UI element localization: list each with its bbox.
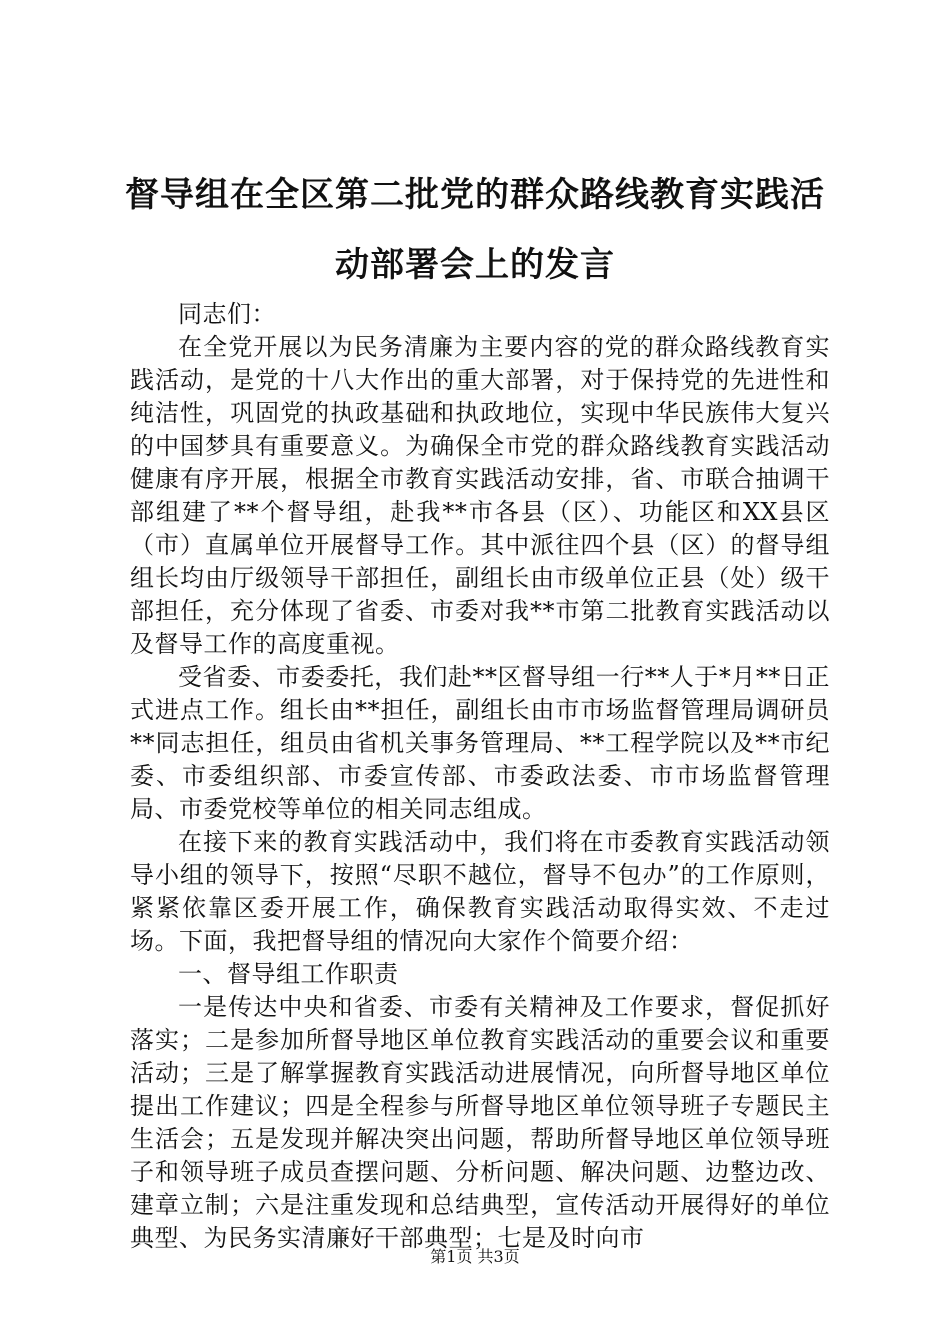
paragraph: 在全党开展以为民务清廉为主要内容的党的群众路线教育实践活动，是党的十八大作出的重大部署，对于保持党的先进性和纯洁性，巩固党的执政基础和执政地位，实现中华民族伟大复兴的中国梦具有重要意义。为确保全市党的群众路线教育实践活动健康有序开展，根据全市教育实践活动安排，省、市联合抽调干部组建了**个督导组，赴我**市各县（区）、功能区和XX县区（市）直属单位开展督导工作。其中派往四个县（区）的督导组组长均由厅级领导干部担任，副组长由市级单位正县（处）级干部担任，充分体现了省委、市委对我**市第二批教育实践活动以及督导工作的高度重视。 [130, 333, 830, 658]
paragraph: 在接下来的教育实践活动中，我们将在市委教育实践活动领导小组的领导下，按照“尽职不越位，督导不包办”的工作原则，紧紧依靠区委开展工作，确保教育实践活动取得实效、不走过场。下面，我把督导组的情况向大家作个简要介绍： [130, 828, 830, 955]
salutation: 同志们： [178, 300, 276, 328]
document-title: 督导组在全区第二批党的群众路线教育实践活动部署会上的发言 [125, 175, 825, 285]
paragraph: 一是传达中央和省委、市委有关精神及工作要求，督促抓好落实；二是参加所督导地区单位教育实践活动的重要会议和重要活动；三是了解掌握教育实践活动进展情况，向所督导地区单位提出工作建议；四是全程参与所督导地区单位领导班子专题民主生活会；五是发现并解决突出问题，帮助所督导地区单位领导班子和领导班子成员查摆问题、分析问题、解决问题、边整边改、建章立制；六是注重发现和总结典型，宣传活动开展得好的单位典型、为民务实清廉好干部典型；七是及时向市 [130, 993, 830, 1252]
document-body [130, 298, 830, 1255]
section-heading: 一、督导组工作职责 [178, 960, 399, 988]
paragraph: 受省委、市委委托，我们赴**区督导组一行**人于*月**日正式进点工作。组长由**担任，副组长由市市场监督管理局调研员**同志担任，组员由省机关事务管理局、**工程学院以及**市纪委、市委组织部、市委宣传部、市委政法委、市市场监督管理局、市委党校等单位的相关同志组成。 [130, 663, 830, 823]
page-footer: 第1页 共3页 [430, 1247, 520, 1266]
